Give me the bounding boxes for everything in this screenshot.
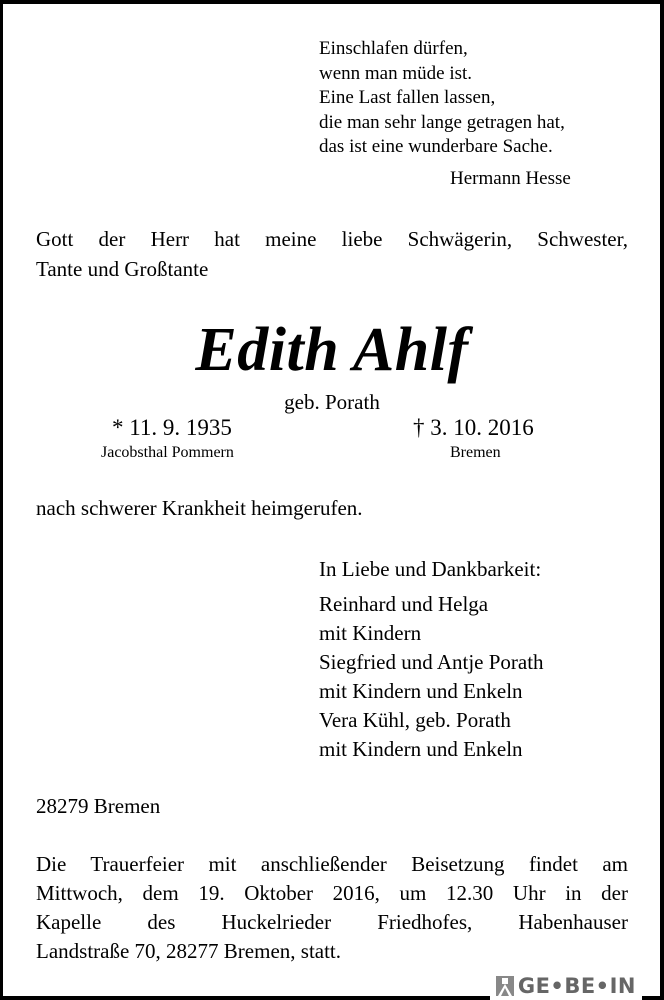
service-line: Mittwoch, dem 19. Oktober 2016, um 12.30 Uhr in der [36,881,628,905]
death-date: † 3. 10. 2016 [413,415,534,440]
service-line: Die Trauerfeier mit anschließender Beisetzung findet am [36,852,628,876]
maiden-name: geb. Porath [284,390,380,414]
poem-line: Eine Last fallen lassen, [319,87,496,108]
poem [319,37,565,160]
gebein-logo [490,972,642,1000]
called-home-text: nach schwerer Krankheit heimgerufen. [36,496,363,520]
intro-text [36,224,628,284]
mourner-line: Vera Kühl, geb. Porath [319,708,511,732]
mourners-heading: In Liebe und Dankbarkeit: [319,557,542,581]
mourner-line: mit Kindern und Enkeln [319,737,523,761]
service-line: Kapelle des Huckelrieder Friedhofes, Habenhauser [36,910,628,934]
mourner-line: Siegfried und Antje Porath [319,650,544,674]
birth-date: * 11. 9. 1935 [112,415,232,440]
mourners-list [319,590,544,764]
intro-line: Gott der Herr hat meine liebe Schwägerin, Schwester, [36,227,628,251]
intro-line: Tante und Großtante [36,257,209,281]
poem-line: das ist eine wunderbare Sache. [319,136,553,157]
gebein-logo-text: GE•BE•IN [517,974,636,998]
city-line: 28279 Bremen [36,794,161,818]
poem-line: Einschlafen dürfen, [319,38,468,59]
poem-line: wenn man müde ist. [319,62,473,84]
poem-line: die man sehr lange getragen hat, [319,111,565,133]
mourner-line: mit Kindern und Enkeln [319,679,523,703]
mourner-line: Reinhard und Helga [319,592,489,616]
mourner-line: mit Kindern [319,621,422,645]
service-line: Landstraße 70, 28277 Bremen, statt. [36,939,342,963]
poem-author: Hermann Hesse [450,168,571,189]
deceased-name: Edith Ahlf [195,316,469,384]
service-text [36,850,628,966]
death-place: Bremen [450,444,501,461]
gebein-logo-icon [496,976,514,996]
birth-place: Jacobsthal Pommern [101,444,234,461]
